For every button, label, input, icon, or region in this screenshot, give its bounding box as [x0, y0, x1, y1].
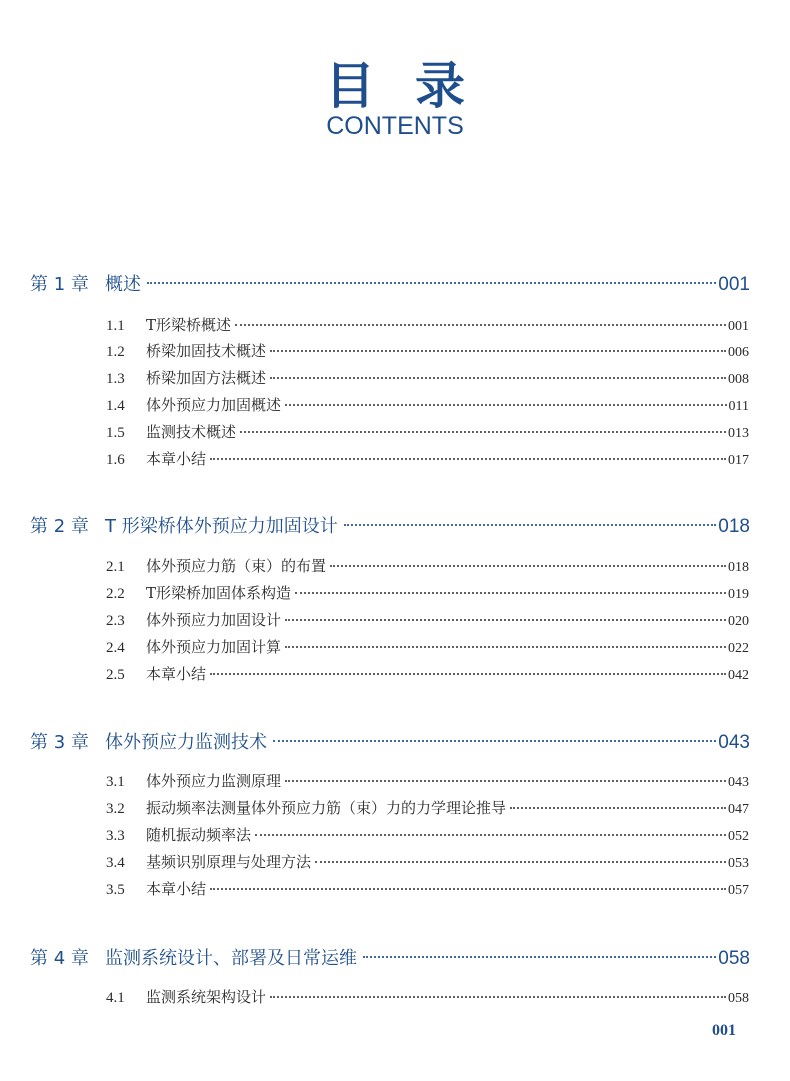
section-title: 本章小结	[146, 450, 207, 468]
leader-dots	[285, 639, 726, 654]
section-number: 2.2	[106, 586, 125, 602]
section-number: 1.1	[106, 318, 125, 334]
section-page: 018	[728, 560, 749, 575]
leader-dots	[315, 854, 726, 869]
leader-dots	[363, 947, 716, 965]
leader-dots	[235, 317, 726, 332]
section-number: 2.3	[106, 613, 125, 629]
leader-dots	[330, 558, 726, 573]
section-title: 本章小结	[146, 880, 207, 898]
toc-section-2-3[interactable]	[106, 609, 749, 629]
section-number: 1.5	[106, 425, 125, 441]
section-number: 1.3	[106, 371, 125, 387]
section-page: 058	[728, 991, 749, 1006]
leader-dots	[295, 585, 726, 600]
toc-chapter-4[interactable]	[30, 944, 750, 968]
section-page: 013	[728, 426, 749, 441]
toc-section-2-4[interactable]	[106, 636, 749, 656]
leader-dots	[344, 515, 717, 533]
chapter-title: 概述	[105, 274, 141, 295]
section-title: 体外预应力筋（束）的布置	[146, 557, 327, 575]
chapter-page: 001	[718, 274, 750, 295]
section-title: 基频识别原理与处理方法	[146, 853, 312, 871]
toc-chapter-3[interactable]	[30, 728, 750, 752]
chapter-number: 第 4 章	[30, 948, 89, 969]
chapter-number: 第 1 章	[30, 274, 89, 295]
leader-dots	[273, 731, 716, 749]
leader-dots	[270, 343, 726, 358]
toc-section-1-6[interactable]	[106, 448, 749, 468]
section-title: 监测技术概述	[146, 423, 237, 441]
section-number: 3.1	[106, 774, 125, 790]
section-number: 1.6	[106, 452, 125, 468]
leader-dots	[210, 451, 726, 466]
toc-section-1-2[interactable]	[106, 340, 749, 360]
chapter-number: 第 2 章	[30, 516, 89, 537]
chapter-title: T 形梁桥体外预应力加固设计	[105, 516, 338, 537]
chapter-page: 018	[718, 516, 750, 537]
leader-dots	[285, 773, 726, 788]
toc-section-1-3[interactable]	[106, 367, 749, 387]
section-title: T形梁桥概述	[146, 316, 232, 334]
section-page: 020	[728, 614, 749, 629]
leader-dots	[147, 273, 716, 291]
section-title: 监测系统架构设计	[146, 988, 267, 1006]
toc-section-1-5[interactable]	[106, 421, 749, 441]
section-title: T形梁桥加固体系构造	[146, 584, 292, 602]
section-page: 057	[728, 883, 749, 898]
leader-dots	[270, 989, 726, 1004]
section-title: 随机振动频率法	[146, 826, 252, 844]
leader-dots	[255, 827, 726, 842]
section-number: 4.1	[106, 990, 125, 1006]
section-page: 022	[728, 641, 749, 656]
section-title: 体外预应力监测原理	[146, 772, 282, 790]
section-title: 体外预应力加固设计	[146, 611, 282, 629]
toc-section-1-1[interactable]	[106, 314, 749, 334]
section-page: 008	[728, 372, 749, 387]
section-number: 2.4	[106, 640, 125, 656]
toc-section-3-4[interactable]	[106, 851, 749, 871]
section-page: 052	[728, 829, 749, 844]
section-title: 振动频率法测量体外预应力筋（束）力的力学理论推导	[146, 799, 507, 817]
section-title: 体外预应力加固计算	[146, 638, 282, 656]
toc-section-2-1[interactable]	[106, 555, 749, 575]
leader-dots	[285, 397, 727, 412]
section-page: 042	[728, 668, 749, 683]
page-subtitle: CONTENTS	[326, 112, 464, 140]
toc-section-4-1[interactable]	[106, 986, 749, 1006]
leader-dots	[240, 424, 726, 439]
toc-chapter-1[interactable]	[30, 270, 750, 294]
toc-section-3-1[interactable]	[106, 770, 749, 790]
section-number: 3.2	[106, 801, 125, 817]
section-page: 047	[728, 802, 749, 817]
section-title: 本章小结	[146, 665, 207, 683]
section-page: 001	[728, 319, 749, 334]
toc-chapter-2[interactable]	[30, 512, 750, 536]
chapter-page: 058	[718, 948, 750, 969]
chapter-number: 第 3 章	[30, 732, 89, 753]
section-number: 2.1	[106, 559, 125, 575]
section-page: 017	[728, 453, 749, 468]
section-page: 011	[728, 399, 749, 414]
chapter-title: 体外预应力监测技术	[105, 732, 267, 753]
section-number: 3.3	[106, 828, 125, 844]
section-number: 2.5	[106, 667, 125, 683]
leader-dots	[270, 370, 726, 385]
toc-section-3-5[interactable]	[106, 878, 749, 898]
page-number: 001	[712, 1022, 736, 1039]
chapter-page: 043	[718, 732, 750, 753]
section-number: 1.4	[106, 398, 125, 414]
leader-dots	[210, 881, 726, 896]
toc-section-3-3[interactable]	[106, 824, 749, 844]
section-number: 1.2	[106, 344, 125, 360]
toc-section-2-5[interactable]	[106, 663, 749, 683]
section-page: 019	[728, 587, 749, 602]
section-title: 桥梁加固技术概述	[146, 342, 267, 360]
section-page: 043	[728, 775, 749, 790]
toc-section-2-2[interactable]	[106, 582, 749, 602]
section-number: 3.5	[106, 882, 125, 898]
section-page: 053	[728, 856, 749, 871]
toc-section-1-4[interactable]	[106, 394, 749, 414]
section-title: 体外预应力加固概述	[146, 396, 282, 414]
section-page: 006	[728, 345, 749, 360]
leader-dots	[210, 666, 726, 681]
section-title: 桥梁加固方法概述	[146, 369, 267, 387]
page-title: 目录	[325, 57, 505, 115]
section-number: 3.4	[106, 855, 125, 871]
chapter-title: 监测系统设计、部署及日常运维	[105, 948, 357, 969]
leader-dots	[285, 612, 726, 627]
toc-section-3-2[interactable]	[106, 797, 749, 817]
leader-dots	[510, 800, 726, 815]
